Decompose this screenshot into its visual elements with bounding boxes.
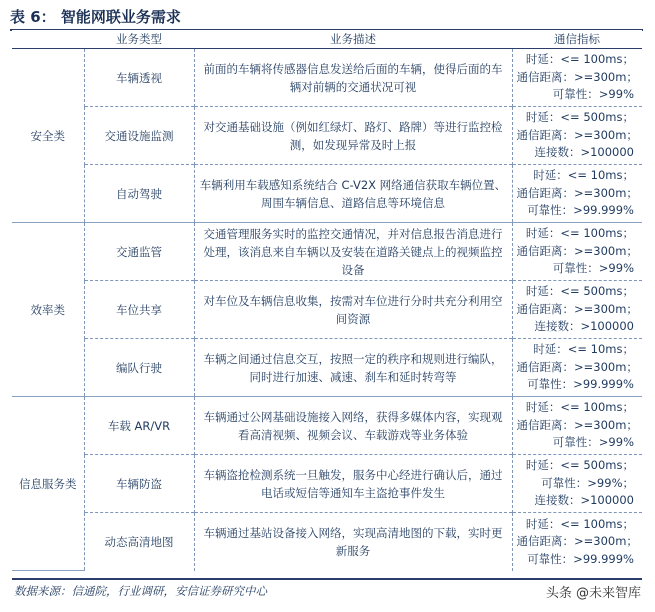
type-cell: 车位共享 bbox=[84, 281, 194, 339]
metric-line: 时延：<= 500ms； bbox=[525, 458, 634, 473]
metric-line: 时延：<= 500ms； bbox=[525, 284, 634, 299]
metric-line: 时延：<= 500ms； bbox=[525, 110, 634, 125]
metric-line: 时延：<= 10ms； bbox=[533, 168, 634, 183]
metric-line: 时延：<= 100ms； bbox=[525, 516, 634, 531]
description-cell: 车辆利用车载感知系统结合 C-V2X 网络通信获取车辆位置、周围车辆信息、道路信息等环境信息 bbox=[194, 165, 512, 223]
table-row bbox=[12, 49, 642, 107]
metric-line: 时延：<= 10ms； bbox=[533, 342, 634, 357]
metric-line: 连接数：>100000 bbox=[534, 145, 634, 160]
table-row bbox=[12, 223, 642, 281]
table-row bbox=[12, 397, 642, 455]
table-title: 表 6： 智能网联业务需求 bbox=[10, 8, 181, 26]
metric-line: 通信距离：>=300m； bbox=[516, 69, 638, 84]
metric-line: 时延：<= 100ms； bbox=[525, 226, 634, 241]
type-cell: 交通监管 bbox=[84, 223, 194, 281]
metric-line: 通信距离：>=300m； bbox=[516, 243, 638, 258]
requirements-table bbox=[12, 30, 642, 571]
description-cell: 车辆之间通过信息交互，按照一定的秩序和规则进行编队，同时进行加速、减速、刹车和延时转弯等 bbox=[194, 339, 512, 397]
metric-line: 可靠性：>99% bbox=[552, 435, 634, 450]
metrics-cell bbox=[512, 339, 642, 397]
header-type: 业务类型 bbox=[84, 30, 194, 49]
header-row bbox=[12, 30, 642, 49]
metrics-cell bbox=[512, 223, 642, 281]
type-cell: 车载 AR/VR bbox=[84, 397, 194, 455]
type-cell: 动态高清地图 bbox=[84, 513, 194, 571]
metrics-cell bbox=[512, 513, 642, 571]
description-cell: 对交通基础设施（例如红绿灯、路灯、路牌）等进行监控检测，如发现异常及时上报 bbox=[194, 107, 512, 165]
data-source-note: 数据来源：信通院，行业调研，安信证券研究中心 bbox=[14, 584, 267, 598]
description-cell: 对车位及车辆信息收集，按需对车位进行分时共充分利用空间资源 bbox=[194, 281, 512, 339]
category-cell: 效率类 bbox=[12, 223, 84, 397]
type-cell: 交通设施监测 bbox=[84, 107, 194, 165]
table-row bbox=[12, 513, 642, 571]
metric-line: 可靠性：>99% bbox=[552, 87, 634, 102]
metrics-cell bbox=[512, 281, 642, 339]
metric-line: 连接数：>100000 bbox=[534, 493, 634, 508]
header-description: 业务描述 bbox=[194, 30, 512, 49]
category-cell: 安全类 bbox=[12, 49, 84, 223]
type-cell: 车辆防盗 bbox=[84, 455, 194, 513]
category-cell: 信息服务类 bbox=[12, 397, 84, 571]
metric-line: 可靠性：>99.999% bbox=[527, 377, 634, 392]
type-cell: 编队行驶 bbox=[84, 339, 194, 397]
table-row bbox=[12, 339, 642, 397]
description-cell: 交通管理服务实时的监控交通情况，并对信息报告消息进行处理，该消息来自车辆以及安装在道路关键点上的视频监控设备 bbox=[194, 223, 512, 281]
header-category bbox=[12, 30, 84, 49]
type-cell: 车辆透视 bbox=[84, 49, 194, 107]
metrics-cell bbox=[512, 107, 642, 165]
metric-line: 通信距离：>=300m； bbox=[516, 185, 638, 200]
table-row bbox=[12, 281, 642, 339]
table-row bbox=[12, 165, 642, 223]
metric-line: 可靠性：>99.999% bbox=[527, 203, 634, 218]
description-cell: 车辆盗抢检测系统一旦触发，服务中心经进行确认后，通过电话或短信等通知车主盗抢事件发生 bbox=[194, 455, 512, 513]
table-row bbox=[12, 107, 642, 165]
header-metrics: 通信指标 bbox=[512, 30, 642, 49]
metric-line: 通信距离：>=300m； bbox=[516, 301, 638, 316]
metrics-cell bbox=[512, 49, 642, 107]
metrics-cell bbox=[512, 397, 642, 455]
metric-line: 时延：<= 100ms； bbox=[525, 400, 634, 415]
metric-line: 可靠性：>99.999% bbox=[527, 551, 634, 566]
metrics-cell bbox=[512, 455, 642, 513]
description-cell: 车辆通过基站设备接入网络，实现高清地图的下载，实时更新服务 bbox=[194, 513, 512, 571]
description-cell: 车辆通过公网基础设施接入网络，获得多媒体内容，实现观看高清视频、视频会议、车载游戏等业务体验 bbox=[194, 397, 512, 455]
metric-line: 通信距离：>=300m； bbox=[516, 359, 638, 374]
description-cell: 前面的车辆将传感器信息发送给后面的车辆，使得后面的车辆对前辆的交通状况可视 bbox=[194, 49, 512, 107]
type-cell: 自动驾驶 bbox=[84, 165, 194, 223]
metrics-cell bbox=[512, 165, 642, 223]
metric-line: 通信距离：>=300m； bbox=[516, 417, 638, 432]
metric-line: 可靠性：>99% bbox=[552, 261, 634, 276]
table-bottom-rule bbox=[12, 578, 642, 580]
metric-line: 可靠性：>99%； bbox=[541, 475, 634, 490]
watermark: 头条 @未来智库 bbox=[545, 586, 641, 601]
table-row bbox=[12, 455, 642, 513]
metric-line: 通信距离：>=300m； bbox=[516, 127, 638, 142]
metric-line: 通信距离：>=300m； bbox=[516, 534, 638, 548]
metric-line: 连接数：>100000 bbox=[534, 319, 634, 334]
metric-line: 时延：<= 100ms； bbox=[525, 52, 634, 67]
